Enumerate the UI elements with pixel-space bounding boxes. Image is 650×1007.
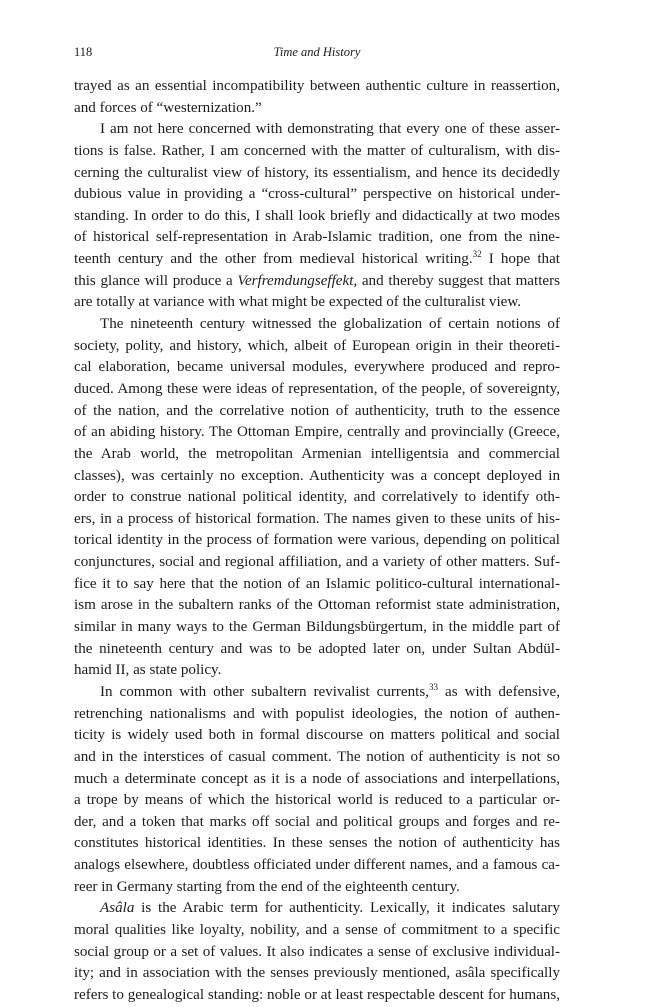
line-text: standing. In order to do this, I shall look briefly and didactically at two modes bbox=[74, 207, 560, 224]
text-line bbox=[74, 206, 560, 228]
text-line bbox=[74, 855, 560, 877]
line-text: the nineteenth century and was to be adopted later on, under Sultan Abdül- bbox=[74, 640, 560, 657]
line-text: analogs elsewhere, doubtless officiated under different names, and a famous ca- bbox=[74, 857, 560, 874]
line-text: much a determinate concept as it is a node of associations and interpellations, bbox=[74, 770, 560, 787]
text-line bbox=[74, 704, 560, 726]
text-line bbox=[74, 877, 560, 899]
text-line bbox=[74, 660, 560, 682]
line-text-continued: as with defensive, bbox=[438, 683, 560, 700]
line-text: hamid II, as state policy. bbox=[74, 662, 222, 679]
text-line bbox=[74, 292, 560, 314]
text-line bbox=[74, 271, 560, 293]
line-text: of an abiding history. The Ottoman Empire, centrally and provincially (Greece, bbox=[74, 424, 560, 441]
text-line bbox=[74, 401, 560, 423]
text-line bbox=[74, 963, 560, 985]
footnote-ref[interactable]: 33 bbox=[429, 681, 439, 692]
text-line bbox=[74, 920, 560, 942]
line-text: are totally at variance with what might be expected of the culturalist view. bbox=[74, 294, 522, 311]
line-text: order to construe national political identity, and correlatively to identify oth- bbox=[74, 489, 560, 506]
line-text: similar in many ways to the German Bildungsbürgertum, in the middle part of bbox=[74, 619, 560, 636]
text-line bbox=[74, 833, 560, 855]
text-line bbox=[74, 725, 560, 747]
line-text-continued: I hope that bbox=[481, 251, 560, 268]
text-line bbox=[74, 812, 560, 834]
text-line bbox=[74, 336, 560, 358]
text-line bbox=[74, 184, 560, 206]
line-text: ticity is widely used both in formal discourse on matters political and social bbox=[74, 727, 560, 744]
text-line bbox=[74, 509, 560, 531]
line-text-continued: and thereby suggest that matters bbox=[357, 272, 560, 289]
text-line bbox=[74, 422, 560, 444]
line-text: and in the interstices of casual comment. The notion of authenticity is not so bbox=[74, 748, 560, 765]
text-line bbox=[74, 141, 560, 163]
text-line bbox=[74, 444, 560, 466]
line-text: this glance will produce a bbox=[74, 272, 238, 289]
text-line bbox=[74, 942, 560, 964]
line-text: In common with other subaltern revivalist currents, bbox=[100, 683, 430, 700]
text-line bbox=[74, 747, 560, 769]
text-line bbox=[74, 249, 560, 271]
text-line bbox=[74, 227, 560, 249]
text-line bbox=[74, 769, 560, 791]
italic-term: Verfremdungseffekt, bbox=[237, 272, 358, 289]
line-text: reer in Germany starting from the end of the eighteenth century. bbox=[74, 878, 460, 895]
line-text: I am not here concerned with demonstrating that every one of these asser- bbox=[100, 121, 560, 138]
line-text: der, and a token that marks off social and political groups and forges and re- bbox=[74, 813, 560, 830]
page-number: 118 bbox=[74, 45, 93, 59]
line-text: ism arose in the subaltern ranks of the Ottoman reformist state administration, bbox=[74, 597, 560, 614]
line-text: retrenching nationalisms and with populist ideologies, the notion of authen- bbox=[74, 705, 560, 722]
text-line bbox=[74, 314, 560, 336]
body-text bbox=[74, 76, 560, 1007]
text-line bbox=[74, 617, 560, 639]
line-text: social group or a set of values. It also indicates a sense of exclusive individual- bbox=[74, 943, 560, 960]
text-line bbox=[74, 98, 560, 120]
line-text: of the nation, and the correlative notion of authenticity, truth to the essence bbox=[74, 402, 560, 419]
text-line bbox=[74, 552, 560, 574]
text-line bbox=[74, 898, 560, 920]
italic-term: Asâla bbox=[100, 900, 135, 917]
line-text: tions is false. Rather, I am concerned with the matter of culturalism, with dis- bbox=[74, 142, 560, 159]
line-text-continued: is the Arabic term for authenticity. Lexically, it indicates salutary bbox=[134, 900, 560, 917]
text-line bbox=[74, 985, 560, 1007]
line-text: moral qualities like loyalty, nobility, and a sense of commitment to a specific bbox=[74, 921, 560, 938]
line-text: the Arab world, the metropolitan Armenian intelligentsia and commercial bbox=[74, 445, 560, 462]
line-text: ity; and in association with the senses previously mentioned, asâla specifically bbox=[74, 965, 560, 982]
line-text: refers to genealogical standing: noble or at least respectable descent for humans, bbox=[74, 986, 560, 1003]
text-line bbox=[74, 595, 560, 617]
text-line bbox=[74, 76, 560, 98]
text-line bbox=[74, 487, 560, 509]
line-text: constitutes historical identities. In these senses the notion of authenticity has bbox=[74, 835, 560, 852]
line-text: fice it to say here that the notion of an Islamic politico-cultural international- bbox=[74, 575, 560, 592]
line-text: cerning the culturalist view of history, its essentialism, and hence its decidedly bbox=[74, 164, 560, 181]
line-text: a trope by means of which the historical world is reduced to a particular or- bbox=[74, 792, 560, 809]
text-line bbox=[74, 790, 560, 812]
text-line bbox=[74, 119, 560, 141]
line-text: dubious value in providing a “cross-cultural” perspective on historical under- bbox=[74, 186, 560, 203]
line-text: society, polity, and history, which, albeit of European origin in their theoreti- bbox=[74, 337, 560, 354]
text-line bbox=[74, 639, 560, 661]
running-title: Time and History bbox=[273, 45, 361, 59]
line-text: duced. Among these were ideas of representation, of the people, of sovereignty, bbox=[74, 380, 560, 397]
line-text: conjunctures, social and regional affiliation, and a variety of other matters. Suf- bbox=[74, 554, 560, 571]
line-text: cal elaboration, became universal modules, everywhere produced and repro- bbox=[74, 359, 560, 376]
line-text: of historical self-representation in Arab-Islamic tradition, one from the nine- bbox=[74, 229, 560, 246]
line-text: teenth century and the other from medieval historical writing. bbox=[74, 251, 473, 268]
text-line bbox=[74, 530, 560, 552]
text-line bbox=[74, 682, 560, 704]
line-text: ers, in a process of historical formation. The names given to these units of his- bbox=[74, 510, 560, 527]
text-line bbox=[74, 357, 560, 379]
line-text: trayed as an essential incompatibility between authentic culture in reassertion, bbox=[74, 78, 560, 94]
text-line bbox=[74, 574, 560, 596]
running-header bbox=[74, 44, 560, 60]
footnote-ref[interactable]: 32 bbox=[472, 249, 482, 260]
line-text: torical identity in the process of formation were various, depending on political bbox=[74, 532, 560, 549]
text-line bbox=[74, 379, 560, 401]
text-line bbox=[74, 163, 560, 185]
line-text: and forces of “westernization.” bbox=[74, 99, 262, 116]
line-text: The nineteenth century witnessed the globalization of certain notions of bbox=[100, 316, 560, 333]
line-text: classes), was certainly no exception. Authenticity was a concept deployed in bbox=[74, 467, 560, 484]
text-line bbox=[74, 466, 560, 488]
